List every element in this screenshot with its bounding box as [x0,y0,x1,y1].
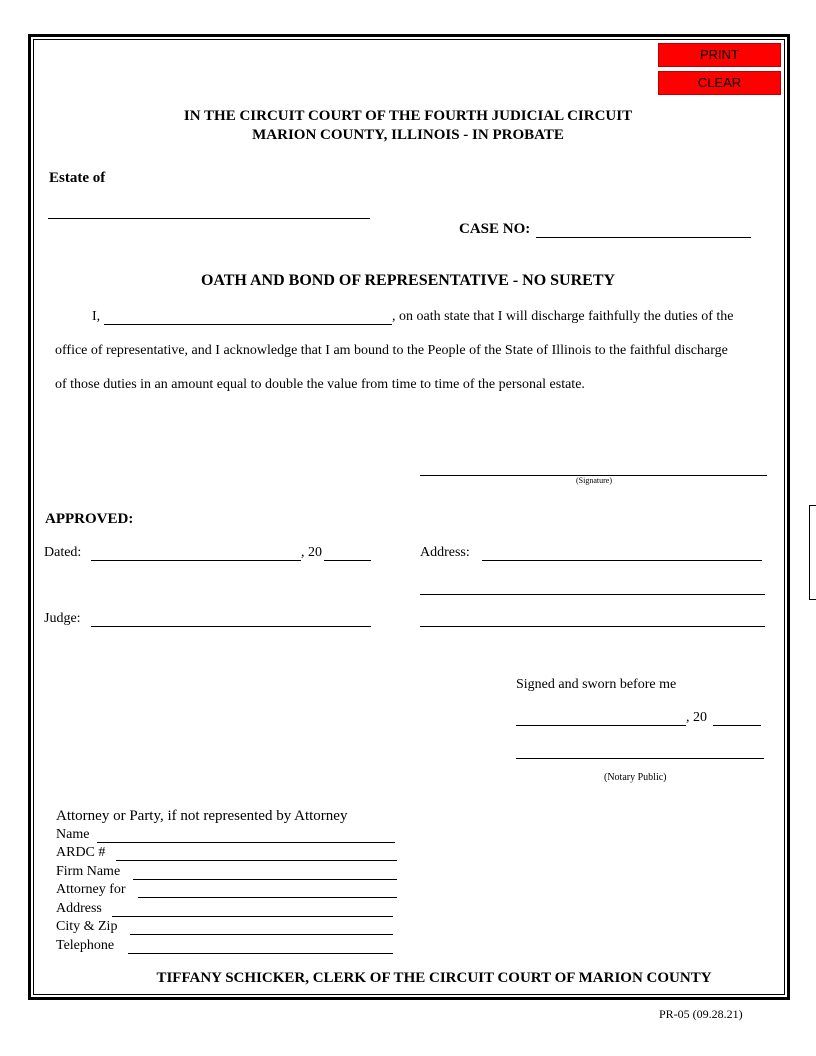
case-no-label: CASE NO: [459,221,531,237]
print-button[interactable]: PRINT [658,43,781,67]
dated-label: Dated: [44,545,82,560]
judge-label: Judge: [44,611,81,626]
dated-field[interactable] [91,560,301,561]
attorney-telephone-label: Telephone [56,938,115,953]
oath-line2: office of representative, and I acknowledge that I am bound to the People of the State of Illinois to the faithful discharge [55,343,728,358]
form-code: PR-05 (09.28.21) [659,1007,743,1021]
attorney-firm-label: Firm Name [56,864,121,879]
judge-field[interactable] [91,626,371,627]
attorney-firm-field[interactable] [133,879,397,880]
representative-name-field[interactable] [104,324,392,325]
dated-year-field[interactable] [324,560,371,561]
attorney-city-zip-label: City & Zip [56,919,118,934]
attorney-address-label: Address [56,901,102,916]
approved-label: APPROVED: [45,511,134,527]
court-header-line2: MARION COUNTY, ILLINOIS - IN PROBATE [252,127,564,143]
sworn-year-field[interactable] [713,725,761,726]
attorney-ardc-field[interactable] [116,860,397,861]
attorney-telephone-field[interactable] [128,953,393,954]
attorney-for-label: Attorney for [56,882,126,897]
clerk-footer: TIFFANY SCHICKER, CLERK OF THE CIRCUIT COURT OF MARION COUNTY [156,970,712,986]
court-header-line1: IN THE CIRCUIT COURT OF THE FOURTH JUDICIAL CIRCUIT [183,108,633,124]
oath-line1: , on oath state that I will discharge faithfully the duties of the [392,309,734,324]
side-tab-marker [809,505,816,600]
attorney-name-field[interactable] [97,842,395,843]
notary-caption: (Notary Public) [604,772,667,783]
sworn-year-prefix: , 20 [686,710,707,725]
attorney-heading: Attorney or Party, if not represented by Attorney [56,808,348,824]
address-field-line1[interactable] [482,560,762,561]
sworn-label: Signed and sworn before me [516,677,677,692]
form-title: OATH AND BOND OF REPRESENTATIVE - NO SURETY [200,272,616,289]
estate-name-field[interactable] [48,218,370,219]
attorney-ardc-label: ARDC # [56,845,106,860]
oath-line3: of those duties in an amount equal to double the value from time to time of the personal estate. [55,377,585,392]
attorney-city-zip-field[interactable] [130,934,393,935]
oath-prefix: I, [92,309,101,324]
address-field-line3[interactable] [420,626,765,627]
case-no-field[interactable] [536,237,751,238]
attorney-address-field[interactable] [112,916,393,917]
attorney-for-field[interactable] [138,897,397,898]
address-field-line2[interactable] [420,594,765,595]
page-border-inner [33,39,785,995]
address-label: Address: [420,545,470,560]
clear-button[interactable]: CLEAR [658,71,781,95]
dated-year-prefix: , 20 [301,545,322,560]
attorney-name-label: Name [56,827,90,842]
sworn-date-field[interactable] [516,725,686,726]
notary-signature-field[interactable] [516,758,764,759]
estate-label: Estate of [49,170,106,186]
signature-caption: (Signature) [576,476,612,485]
